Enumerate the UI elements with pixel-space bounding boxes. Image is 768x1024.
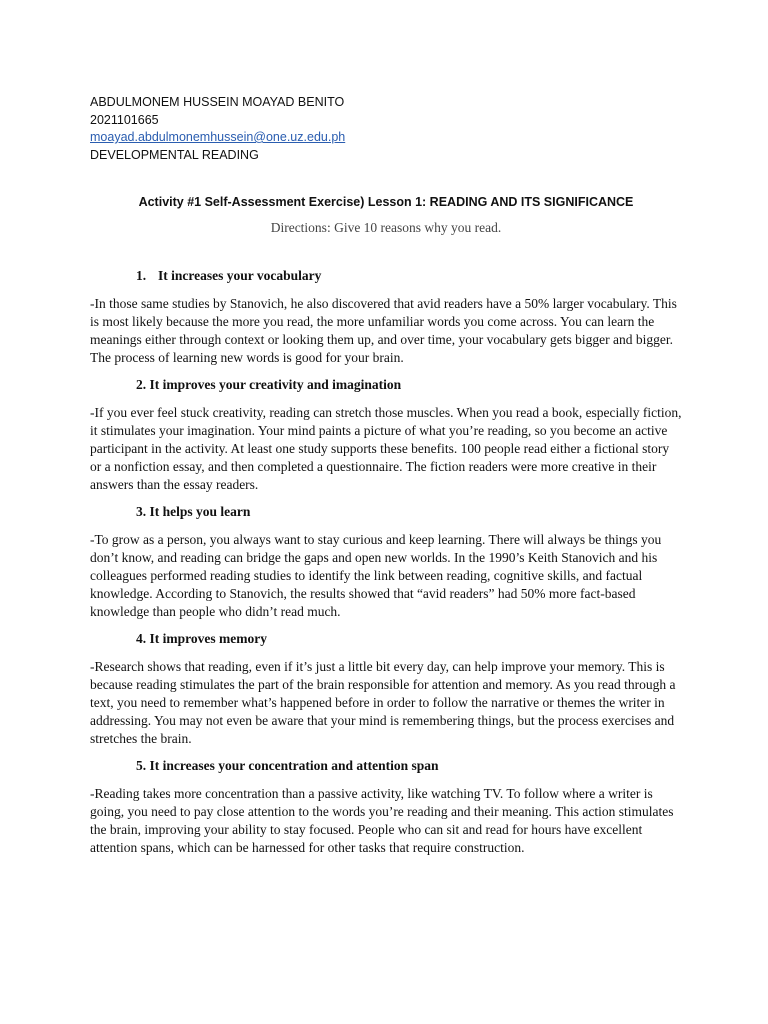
section-heading-1 bbox=[136, 267, 682, 285]
student-name: ABDULMONEM HUSSEIN MOAYAD BENITO bbox=[90, 95, 345, 109]
activity-title: Activity #1 Self-Assessment Exercise) Lesson 1: READING AND ITS SIGNIFICANCE bbox=[138, 195, 634, 209]
section-body-3: -To grow as a person, you always want to stay curious and keep learning. There will always be things you don’t know, and reading can bridge the gaps and open new worlds. In the 1990’s Keith Stanovich and his colleagues performed reading studies to identify the link between reading, cognitive skills, and factual knowledge. According to Stanovich, the results showed that “avid readers” had 50% more fact-based knowledge than people who didn’t read much. bbox=[90, 532, 662, 619]
student-email-link[interactable]: moayad.abdulmonemhussein@one.uz.edu.ph bbox=[90, 130, 346, 144]
section-body-2: -If you ever feel stuck creativity, reading can stretch those muscles. When you read a book, especially fiction, it stimulates your imagination. Your mind paints a picture of what you’re reading, so you become an active participant in the activity. At least one study supports these benefits. 100 people read either a fictional story or a nonfiction essay, and then completed a questionnaire. The fiction readers were more creative in their answers than the essay readers. bbox=[90, 405, 682, 492]
section-body-1: -In those same studies by Stanovich, he also discovered that avid readers have a 50% larger vocabulary. This is most likely because the more you read, the more unfamiliar words you come across. You can learn the meanings either through context or looking them up, and over time, your vocabulary gets bigger and bigger. The process of learning new words is good for your brain. bbox=[90, 296, 677, 365]
section-heading-2: 2. It improves your creativity and imagination bbox=[136, 377, 402, 392]
student-header bbox=[90, 94, 682, 164]
section-body-4: -Research shows that reading, even if it’s just a little bit every day, can help improve your memory. This is because reading stimulates the part of the brain responsible for attention and memory. As you read through a text, you need to remember what’s happened before in order to follow the narrative or themes the writer in addressing. You may not even be aware that your mind is remembering things, but the process exercises and stretches the brain. bbox=[90, 659, 676, 746]
section-heading-3: 3. It helps you learn bbox=[136, 504, 251, 519]
directions: Directions: Give 10 reasons why you read. bbox=[270, 220, 502, 235]
section-body-5: -Reading takes more concentration than a passive activity, like watching TV. To follow where a writer is going, you need to pay close attention to the words you’re reading and their meaning. This action stimulates the brain, improving your ability to stay focused. People who can sit and read for hours have excellent attention spans, which can be harnessed for other tasks that require construction. bbox=[90, 786, 674, 855]
student-id: 2021101665 bbox=[90, 112, 159, 127]
section-heading-5: 5. It increases your concentration and attention span bbox=[136, 758, 439, 773]
section-heading-4: 4. It improves memory bbox=[136, 631, 267, 646]
section-number-1: 1. bbox=[136, 268, 147, 283]
section-heading-text-1: It increases your vocabulary bbox=[158, 268, 322, 283]
course-name: DEVELOPMENTAL READING bbox=[90, 147, 259, 162]
reasons-list bbox=[90, 267, 682, 857]
